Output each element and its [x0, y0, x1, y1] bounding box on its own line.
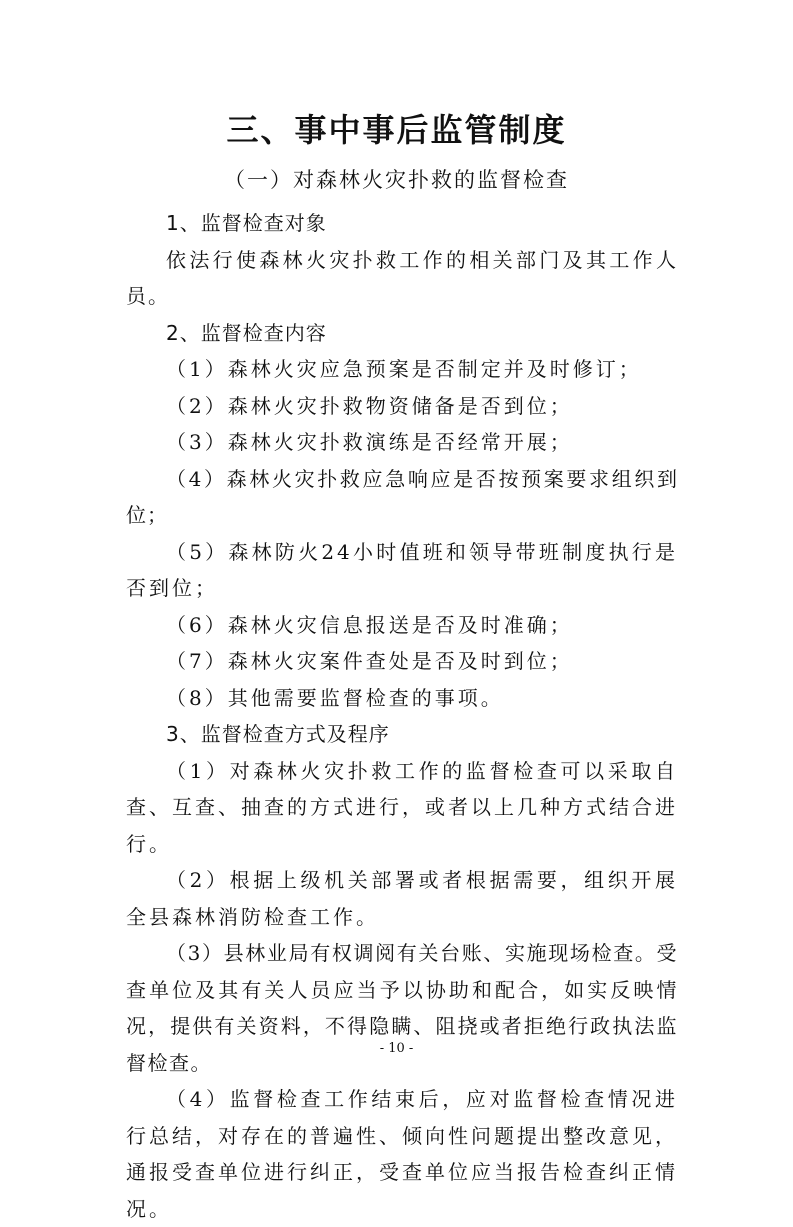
section-heading: 3、监督检查方式及程序	[166, 722, 390, 746]
document-body	[126, 205, 678, 1227]
page-number: - 10 -	[379, 1041, 414, 1056]
section-heading: 1、监督检查对象	[166, 211, 327, 235]
list-item: （2）森林火灾扑救物资储备是否到位；	[166, 393, 573, 418]
list-item: （1）森林火灾应急预案是否制定并及时修订；	[166, 357, 642, 381]
list-item: （3）森林火灾扑救演练是否经常开展；	[166, 430, 573, 454]
list-item: （8）其他需要监督检查的事项。	[166, 685, 504, 710]
paragraph: （3）县林业局有权调阅有关台账、实施现场检查。受查单位及其有关人员应当予以协助和配合，如实反映情况，提供有关资料，不得隐瞒、阻挠或者拒绝行政执法监督检查。	[126, 941, 678, 1075]
page-title: 三、事中事后监管制度	[226, 111, 567, 149]
list-item: （5）森林防火24小时值班和领导带班制度执行是否到位；	[126, 539, 678, 600]
paragraph: 依法行使森林火灾扑救工作的相关部门及其工作人员。	[126, 247, 678, 308]
paragraph: （4）监督检查工作结束后，应对监督检查情况进行总结，对存在的普遍性、倾向性问题提出整改意见，通报受查单位进行纠正，受查单位应当报告检查纠正情况。	[126, 1087, 678, 1221]
list-item: （4）森林火灾扑救应急响应是否按预案要求组织到位；	[126, 466, 678, 527]
paragraph: （1）对森林火灾扑救工作的监督检查可以采取自查、互查、抽查的方式进行，或者以上几种方式结合进行。	[126, 758, 678, 856]
list-item: （7）森林火灾案件查处是否及时到位；	[166, 649, 573, 673]
section-subtitle: （一）对森林火灾扑救的监督检查	[224, 168, 569, 192]
section-heading: 2、监督检查内容	[166, 320, 327, 345]
list-item: （6）森林火灾信息报送是否及时准确；	[166, 612, 573, 637]
paragraph: （2）根据上级机关部署或者根据需要，组织开展全县森林消防检查工作。	[126, 868, 678, 929]
